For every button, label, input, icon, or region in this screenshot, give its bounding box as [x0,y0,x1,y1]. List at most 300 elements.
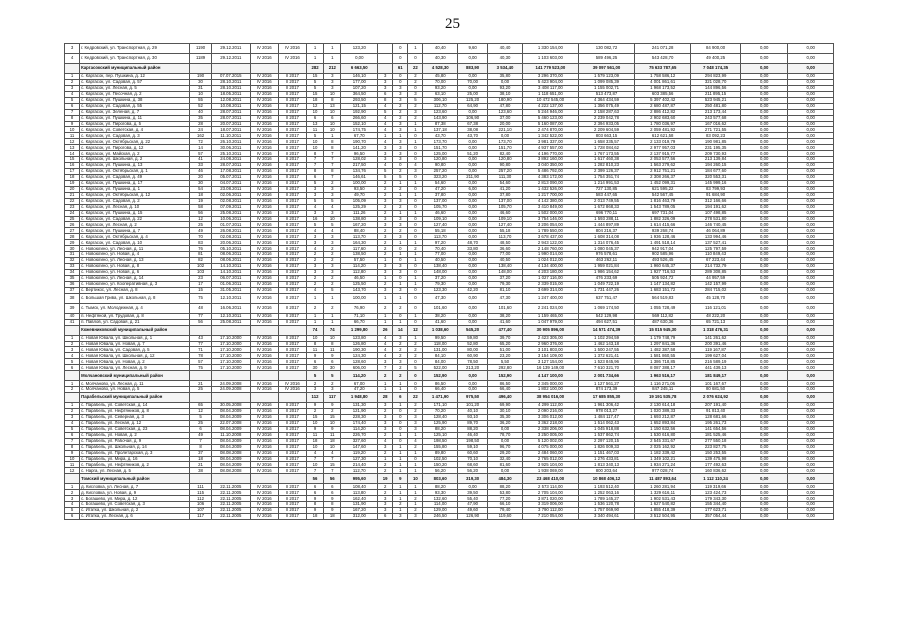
table-cell: 1 593 288,11 [578,216,634,222]
table-cell: 3 [324,186,341,192]
table-cell: 1 614 415,66 [635,222,691,228]
table-cell [190,325,212,335]
table-cell [65,474,80,484]
table-cell: 1 260 281,94 [635,484,691,490]
table-cell: 1 [65,381,80,387]
table-cell: 3 [324,387,341,393]
table-cell: 7 [306,468,323,474]
table-cell: 226,70 [341,432,378,438]
table-cell: 164,30 [341,240,378,246]
table-cell: 3 [393,198,408,204]
table-cell: 18 [306,97,323,103]
table-cell: 0,00 [788,198,834,204]
table-cell: 110 849,43 [691,252,741,258]
table-cell: 2 [65,409,80,415]
table-cell: 150,20 [423,462,458,468]
table-cell [378,54,393,64]
table-cell: 32,40 [488,456,523,462]
table-cell: 10 [306,335,323,341]
table-cell: 1 [378,456,393,462]
table-cell: 2 [408,444,423,450]
table-cell: 11 [65,133,80,139]
table-cell: 128,02 [341,157,378,163]
table-cell: 86,50 [423,381,458,387]
table-cell: 1 [393,468,408,474]
table-cell: 0,00 [458,222,488,228]
table-cell: 2 239 042,78 [578,115,634,121]
table-cell: IV 2016 [250,216,278,222]
table-cell: 146,61 [341,174,378,180]
table-cell: 0,00 [740,74,788,80]
table-cell: 1 530 616,80 [635,432,691,438]
table-cell: 54 [190,186,212,192]
table-cell: 125,20 [458,97,488,103]
table-cell: 10 [324,127,341,133]
table-cell: 39 [65,303,80,313]
table-cell: 3 [306,210,323,216]
table-cell: 119 319,66 [691,484,741,490]
table-cell: 3 [306,387,323,393]
table-cell: 6 [65,365,80,371]
table-cell: 0,00 [458,169,488,175]
table-cell: 60,90 [458,353,488,359]
table-cell: 589 496,25 [578,54,634,64]
table-cell: 32 [65,258,80,264]
table-cell: 0 [408,186,423,192]
table-cell: 3 [324,74,341,80]
table-cell: 2 [324,180,341,186]
table-cell: 1 826 009,33 [578,444,634,450]
table-cell: 1 193 512,40 [578,484,634,490]
table-cell: 883,90 [458,64,488,74]
table-cell: 76 [190,246,212,252]
table-cell: 125,10 [423,432,458,438]
address-cell: с. Новая Ювала, ул. Садовая, д. 5 [80,347,190,353]
table-cell: 20,00 [488,121,523,127]
table-cell: 1 [378,381,393,387]
table-cell: 47,30 [423,293,458,303]
table-cell: 2 [378,450,393,456]
table-cell: 198,50 [423,438,458,444]
table-cell: 3 [306,234,323,240]
table-cell: 3 [378,151,393,157]
table-cell: 228,30 [341,414,378,420]
table-cell: 1 047 979,00 [522,319,578,325]
table-cell: 3 206 054,00 [522,222,578,228]
table-cell: 5 397 402,42 [635,97,691,103]
table-cell: 41,60 [488,319,523,325]
table-cell: 1 127 561,27 [578,381,634,387]
table-cell: 11 [306,127,323,133]
table-cell: 75 [190,365,212,371]
table-cell: 4 134 400,00 [522,264,578,270]
table-cell: IV 2016 [250,444,278,450]
table-cell: 0,00 [740,115,788,121]
table-cell: 1 960 645,37 [635,264,691,270]
table-cell: 0,00 [788,496,834,502]
table-cell: 93,20 [423,85,458,91]
table-cell: 4 075 000,00 [522,444,578,450]
table-cell: 1 [393,387,408,393]
table-cell: 1 [408,121,423,127]
table-cell: 3 [408,169,423,175]
table-cell: II 2017 [278,275,306,281]
table-cell: 10 [306,145,323,151]
table-cell: 114,00 [423,502,458,508]
table-cell: 108,40 [341,484,378,490]
table-cell: 3 [393,145,408,151]
table-cell [190,371,212,381]
table-cell: 81,10 [488,287,523,293]
table-cell: 121,90 [341,409,378,415]
table-cell: 319,30 [458,474,488,484]
table-cell: 2 137 915,77 [635,151,691,157]
table-cell: 1 276 433,81 [578,456,634,462]
district-subtotal-row [65,371,834,381]
table-cell: 4 [378,353,393,359]
table-cell: 123,60 [423,109,458,115]
table-cell: 0,00 [788,371,834,381]
table-cell: II 2017 [278,133,306,139]
table-cell: 17 [65,169,80,175]
table-cell: 3 [393,91,408,97]
table-cell: 25 [190,420,212,426]
table-cell: 29.12.2011 [211,44,250,54]
table-cell: 38 [190,468,212,474]
table-cell: 257,20 [488,169,523,175]
table-cell: 41,20 [488,186,523,192]
table-cell: 57 [190,151,212,157]
table-cell: 25 [190,222,212,228]
table-cell: 0,00 [458,234,488,240]
table-cell: 3 [378,508,393,514]
table-cell: 2 [408,409,423,415]
table-cell: 146 740,45 [691,222,741,228]
table-cell: IV 2016 [250,335,278,341]
table-cell: 2 [324,381,341,387]
table-cell: 0,00 [788,319,834,325]
table-cell [278,474,306,484]
table-cell: 138,40 [423,264,458,270]
table-cell: 123 424,73 [691,490,741,496]
address-cell: с. Парабель, ул. Нефтяников, д. 2 [80,462,190,468]
table-cell: 327,60 [341,438,378,444]
table-cell: 56 [324,474,341,484]
table-cell: 3 [65,44,80,54]
table-cell: 3 [393,335,408,341]
table-cell: 29.12.2011 [211,54,250,64]
table-cell: 1 [393,293,408,303]
table-cell: 1 [393,281,408,287]
table-cell: 0,00 [488,468,523,474]
table-cell: II 2017 [278,414,306,420]
table-cell: 25 [190,387,212,393]
table-cell: 727 130,85 [578,186,634,192]
table-cell: 114,20 [341,426,378,432]
table-cell: 10 [306,444,323,450]
table-cell: 105,70 [423,204,458,210]
address-cell: с. Каргасок, ул. Пушкина, д. 17 [80,180,190,186]
table-cell: 56 [190,210,212,216]
address-cell: с. Каргасок, ул. Пирогова, д. 12 [80,145,190,151]
table-cell: 100,00 [341,293,378,303]
table-cell: 0,00 [458,85,488,91]
table-cell: 3 [324,210,341,216]
table-cell: II 2017 [278,246,306,252]
table-cell: 3 [324,192,341,198]
table-cell: 4 [378,115,393,121]
table-cell: 4 [408,438,423,444]
table-cell: 139 475,98 [691,456,741,462]
table-cell: 0,00 [788,252,834,258]
table-cell: 545,20 [458,325,488,335]
table-cell: 0,00 [788,456,834,462]
table-cell: 3 250 005,00 [522,432,578,438]
table-cell: 0,00 [458,216,488,222]
table-cell: 75 [190,293,212,303]
table-cell: 1 581 860,55 [635,353,691,359]
table-cell: 2 090 216,00 [522,409,578,415]
table-cell: 123,20 [341,44,378,54]
table-cell: 126,90 [458,514,488,520]
table-cell: 1 627 540,82 [635,502,691,508]
table-cell: 0,00 [458,371,488,381]
table-cell: 5 [378,169,393,175]
table-cell: 63,10 [423,91,458,97]
table-cell: 1 [306,313,323,319]
table-cell: 9 [306,403,323,409]
table-cell: 152,90 [488,371,523,381]
table-cell: 60,60 [458,450,488,456]
table-cell: 15 015 945,30 [635,325,691,335]
table-cell: 17 [190,281,212,287]
table-cell: 11.10.2011 [211,133,250,139]
table-cell [250,393,278,403]
table-cell: 3 754 146,00 [522,216,578,222]
table-cell: 12.08.2011 [211,97,250,103]
table-cell: IV 2016 [250,103,278,109]
table-cell: 0,00 [788,151,834,157]
table-cell [250,64,278,74]
table-cell [378,64,393,74]
table-cell: 81,60 [488,462,523,468]
table-cell: 10 [190,91,212,97]
table-cell: 9 [324,496,341,502]
table-cell: IV 2016 [250,484,278,490]
table-cell: 0,00 [788,139,834,145]
table-cell: 3 [65,85,80,91]
address-cell: с. Каргасок, ул. Садовая, д. 2 [80,198,190,204]
table-cell: 289 308,85 [691,269,741,275]
table-cell: 39,50 [458,490,488,496]
table-cell: 1 902 531,43 [635,496,691,502]
table-cell: 112,70 [423,103,458,109]
table-cell: 0,00 [740,246,788,252]
table-cell: 9 [65,121,80,127]
table-cell: 1 934 271,24 [635,462,691,468]
table-cell: 804 216,37 [578,228,634,234]
table-cell: 08.04.2009 [211,456,250,462]
table-cell: 221,10 [488,127,523,133]
table-cell: 16 [306,216,323,222]
table-cell: 2 [378,252,393,258]
table-cell: IV 2016 [250,432,278,438]
table-cell: 3 925 104,00 [522,462,578,468]
table-cell: 513 473,87 [578,91,634,97]
table-cell: 1 [393,462,408,468]
table-cell: 5 [408,97,423,103]
table-cell: 11.10.2008 [211,432,250,438]
table-cell: 1 [65,335,80,341]
table-cell: IV 2016 [250,409,278,415]
table-cell: 0,00 [458,204,488,210]
table-cell: IV 2016 [250,54,278,64]
table-cell: 162 [190,133,212,139]
table-cell: 2 013 749,55 [578,198,634,204]
table-cell: II 2017 [278,139,306,145]
table-cell: 66,70 [341,319,378,325]
table-cell: IV 2016 [250,403,278,409]
table-cell: 4 [378,335,393,341]
table-cell: 3 699 314,00 [522,287,578,293]
table-cell: 1 252 063,16 [578,490,634,496]
table-cell: 0 [408,456,423,462]
table-cell: 8 [190,444,212,450]
table-cell: 40 [190,109,212,115]
table-cell: 0,00 [458,275,488,281]
table-cell: 114,20 [341,371,378,381]
table-cell: 2 130 614,18 [635,403,691,409]
table-cell: 0,00 [788,269,834,275]
table-cell: 2 [306,252,323,258]
table-cell: 26 [378,325,393,335]
table-cell: 0,00 [458,258,488,264]
table-cell: II 2017 [278,293,306,303]
table-cell: 78,70 [488,432,523,438]
table-cell [378,44,393,54]
table-cell: II 2017 [278,359,306,365]
table-cell: 1 [408,432,423,438]
table-cell: 46,50 [341,275,378,281]
table-cell: 99,50 [423,335,458,341]
table-cell: 47,30 [488,293,523,303]
table-cell: 942 917,04 [635,246,691,252]
table-cell: 181 525,46 [691,432,741,438]
table-cell: 6 [306,174,323,180]
table-cell: 10 [324,420,341,426]
table-cell: 3 [393,216,408,222]
address-cell: с. Парабель, ул. Пролетарская, д. 3 [80,450,190,456]
table-cell: 0,00 [788,293,834,303]
table-cell: 3 [306,186,323,192]
address-cell: с. Каргасок, ул. Октябрьская, д. 12 [80,192,190,198]
table-cell: 0,00 [788,44,834,54]
table-cell: 57 [190,359,212,365]
table-cell: 1 652 893,84 [635,420,691,426]
table-cell: IV 2016 [250,222,278,228]
table-row [65,44,834,54]
table-cell: 9 [306,508,323,514]
address-cell: с. Каргасок, ул. Пушкина, д. 1 [80,186,190,192]
table-cell: 22 [408,64,423,74]
table-cell: 3 [324,85,341,91]
table-cell: 36,60 [488,246,523,252]
table-cell: IV 2016 [250,210,278,216]
table-cell: 123,30 [423,287,458,293]
table-cell: 121,15 [341,103,378,109]
table-cell: 0,00 [740,157,788,163]
table-cell: 93,10 [458,414,488,420]
table-cell: 9 [393,474,408,484]
table-cell: 90,80 [423,163,458,169]
table-cell: 16 139 149,00 [522,365,578,371]
table-cell: 2 158 287,63 [578,109,634,115]
table-cell: IV 2016 [250,180,278,186]
table-cell: 141 261,62 [691,335,741,341]
table-cell: 71,10 [341,313,378,319]
table-cell: 0,00 [740,133,788,139]
table-cell: 0,00 [740,514,788,520]
table-cell: 22.11.2005 [211,484,250,490]
table-cell: 1 027 116,00 [522,275,578,281]
table-cell: 22.11.2005 [211,514,250,520]
table-cell: 243 577,68 [691,115,741,121]
table-cell [278,393,306,403]
table-cell: 14.10.2011 [211,269,250,275]
table-cell: 118,00 [423,341,458,347]
address-cell: с. Каргасок, ул. Майская, д. 2 [80,151,190,157]
table-cell: 8 [65,444,80,450]
table-cell: 3 [324,264,341,270]
table-cell: 0 [408,228,423,234]
table-cell: 2 [306,303,323,313]
table-cell: 4 [306,450,323,456]
table-cell: 52,80 [458,341,488,347]
table-cell: 0 [393,54,408,64]
table-cell: 2 [378,204,393,210]
table-cell: 5 [378,174,393,180]
table-cell: 2 345 000,00 [522,381,578,387]
table-cell: 1 342 522,00 [522,133,578,139]
address-cell: с. Новоюгино, ул. Новая, д. 4 [80,252,190,258]
table-cell: IV 2016 [250,462,278,468]
table-cell: 0,00 [458,192,488,198]
table-cell: IV 2016 [250,287,278,293]
table-cell: 1 617 460,38 [578,157,634,163]
table-cell: 0 [393,313,408,319]
table-cell: 15 [306,414,323,420]
table-cell: IV 2016 [278,54,306,64]
table-cell: IV 2016 [250,97,278,103]
table-cell: 1 [393,490,408,496]
table-cell: 0,00 [788,502,834,508]
table-cell: 22 [408,393,423,403]
table-cell: 0,00 [788,414,834,420]
table-cell: 70,10 [458,456,488,462]
table-cell: 1 [306,44,323,54]
address-cell: с. Парабель, ул. Лесная, д. 12 [80,420,190,426]
address-cell: с. Каргасок, ул. Октябрьская, д. 1 [80,169,190,175]
table-cell: 66,40 [488,387,523,393]
table-cell: 3 296 370,00 [522,74,578,80]
table-cell: 0,00 [788,353,834,359]
table-cell: 11 [306,347,323,353]
district-subtotal-row [65,64,834,74]
table-cell: 3 [393,151,408,157]
table-cell: 16 [65,163,80,169]
table-cell: 48,50 [488,240,523,246]
table-cell: 3 [393,121,408,127]
